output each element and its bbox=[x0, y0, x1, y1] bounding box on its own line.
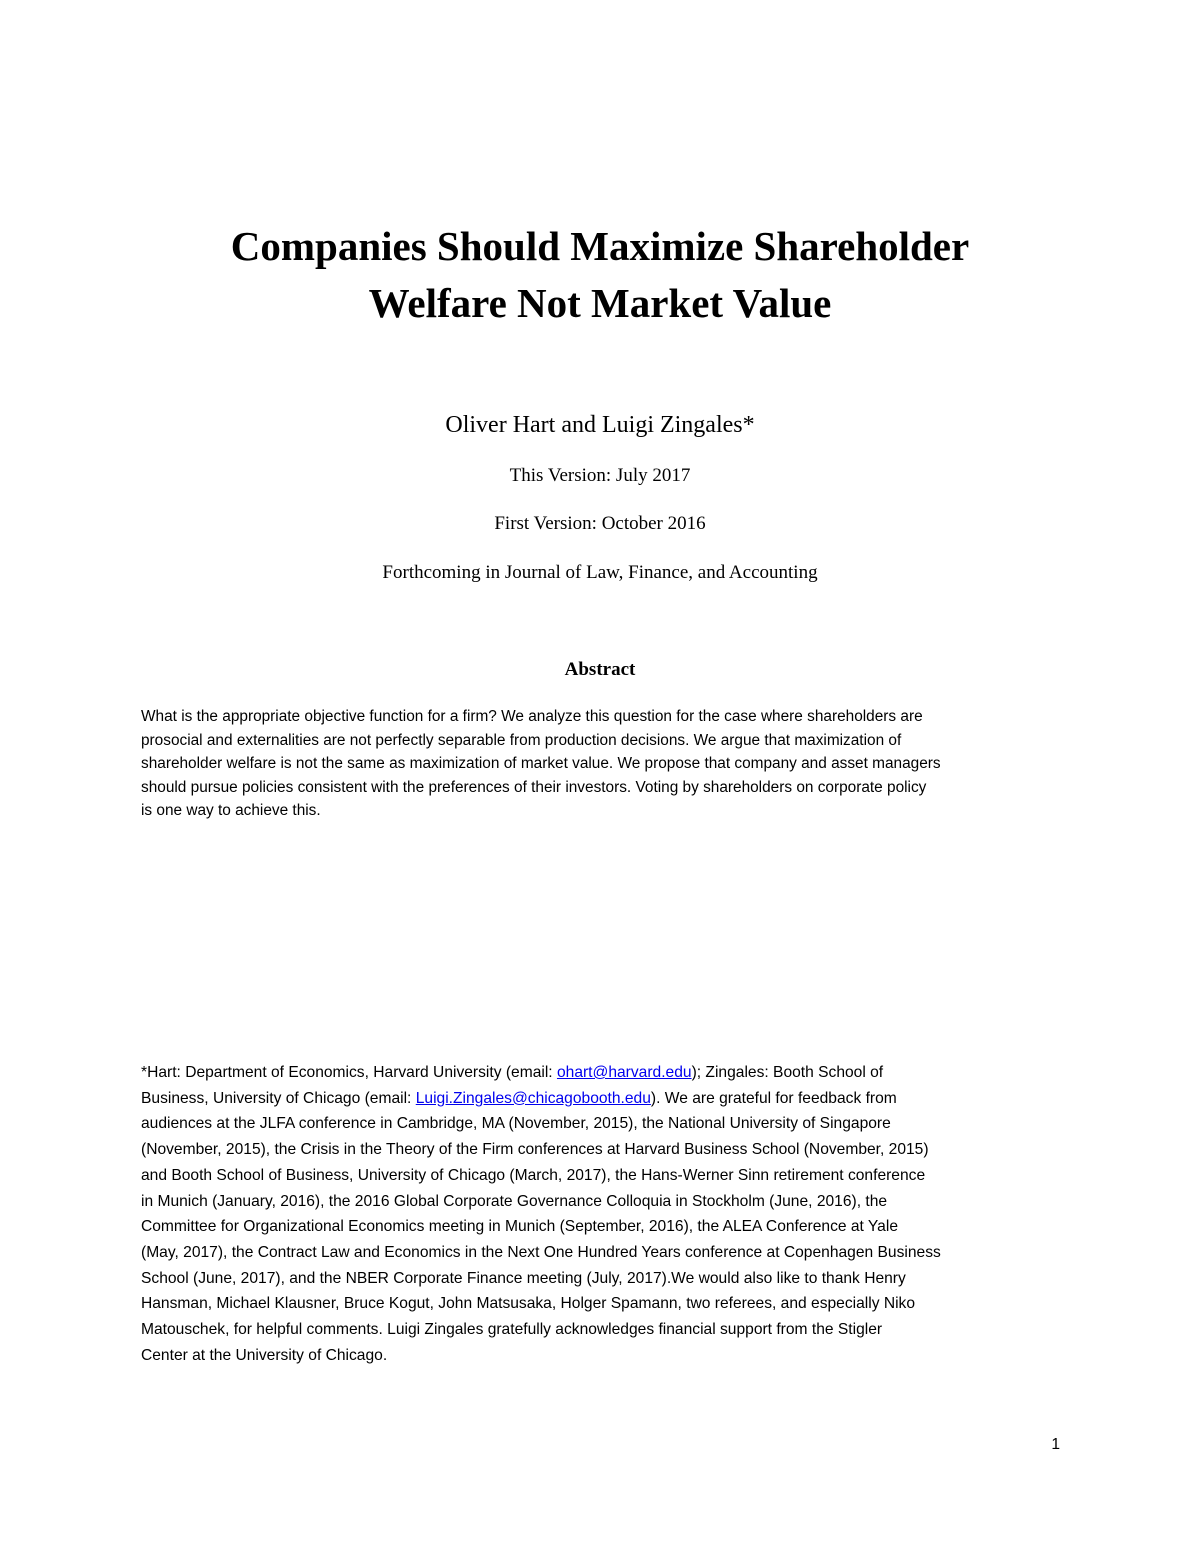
page-number: 1 bbox=[1051, 1436, 1060, 1453]
footnote-text: *Hart: Department of Economics, Harvard University (email: bbox=[141, 1064, 557, 1081]
paper-title bbox=[100, 218, 1100, 332]
footnote-line: and Booth School of Business, University of Chicago (March, 2017), the Hans-Werner Sinn retirement conference bbox=[141, 1166, 926, 1184]
abstract-line: prosocial and externalities are not perfectly separable from production decisions. We argue that maximization of bbox=[141, 731, 902, 749]
footnote-line: audiences at the JLFA conference in Cambridge, MA (November, 2015), the National University of Singapore bbox=[141, 1115, 891, 1133]
footnote-line bbox=[141, 1060, 1066, 1086]
footnote-line: (November, 2015), the Crisis in the Theory of the Firm conferences at Harvard Business School (November, 2015) bbox=[141, 1141, 929, 1159]
abstract-text bbox=[141, 705, 1056, 823]
abstract-line: is one way to achieve this. bbox=[141, 802, 321, 819]
paper-title-line-1: Companies Should Maximize Shareholder bbox=[230, 223, 970, 269]
paper-title-line-2: Welfare Not Market Value bbox=[368, 280, 832, 326]
forthcoming-note: Forthcoming in Journal of Law, Finance, and Accounting bbox=[382, 562, 818, 583]
footnote-line: Committee for Organizational Economics meeting in Munich (September, 2016), the ALEA Conference at Yale bbox=[141, 1218, 898, 1236]
footnote-text: ). We are grateful for feedback from bbox=[650, 1089, 897, 1107]
footnote-line: Matouschek, for helpful comments. Luigi Zingales gratefully acknowledges financial support from the Stigler bbox=[141, 1321, 883, 1339]
footnote-line: School (June, 2017), and the NBER Corporate Finance meeting (July, 2017).We would also like to thank Henry bbox=[141, 1269, 906, 1287]
footnote-text: Business, University of Chicago (email: bbox=[141, 1089, 416, 1107]
abstract-line: should pursue policies consistent with the preferences of their investors. Voting by shareholders on corporate policy bbox=[141, 778, 927, 796]
this-version-date: This Version: July 2017 bbox=[509, 465, 691, 486]
footnote-line: Center at the University of Chicago. bbox=[141, 1346, 388, 1364]
hart-email-link[interactable]: ohart@harvard.edu bbox=[556, 1064, 692, 1081]
author-footnote bbox=[141, 1060, 1066, 1368]
zingales-email-link[interactable]: Luigi.Zingales@chicagobooth.edu bbox=[415, 1089, 651, 1107]
footnote-text: ); Zingales: Booth School of bbox=[691, 1064, 884, 1081]
footnote-line bbox=[141, 1086, 1066, 1112]
author-names: Oliver Hart and Luigi Zingales* bbox=[445, 412, 755, 438]
footnote-line: in Munich (January, 2016), the 2016 Global Corporate Governance Colloquia in Stockholm (June, 2016), the bbox=[141, 1192, 888, 1210]
footnote-line: (May, 2017), the Contract Law and Economics in the Next One Hundred Years conference at Copenhagen Business bbox=[141, 1243, 941, 1261]
first-version-date: First Version: October 2016 bbox=[494, 513, 706, 534]
abstract-line: shareholder welfare is not the same as maximization of market value. We propose that company and asset managers bbox=[141, 755, 941, 772]
abstract-heading: Abstract bbox=[564, 659, 636, 680]
abstract-line: What is the appropriate objective function for a firm? We analyze this question for the case where shareholders are bbox=[141, 708, 923, 725]
footnote-line: Hansman, Michael Klausner, Bruce Kogut, John Matsusaka, Holger Spamann, two referees, and especially Niko bbox=[141, 1295, 916, 1313]
